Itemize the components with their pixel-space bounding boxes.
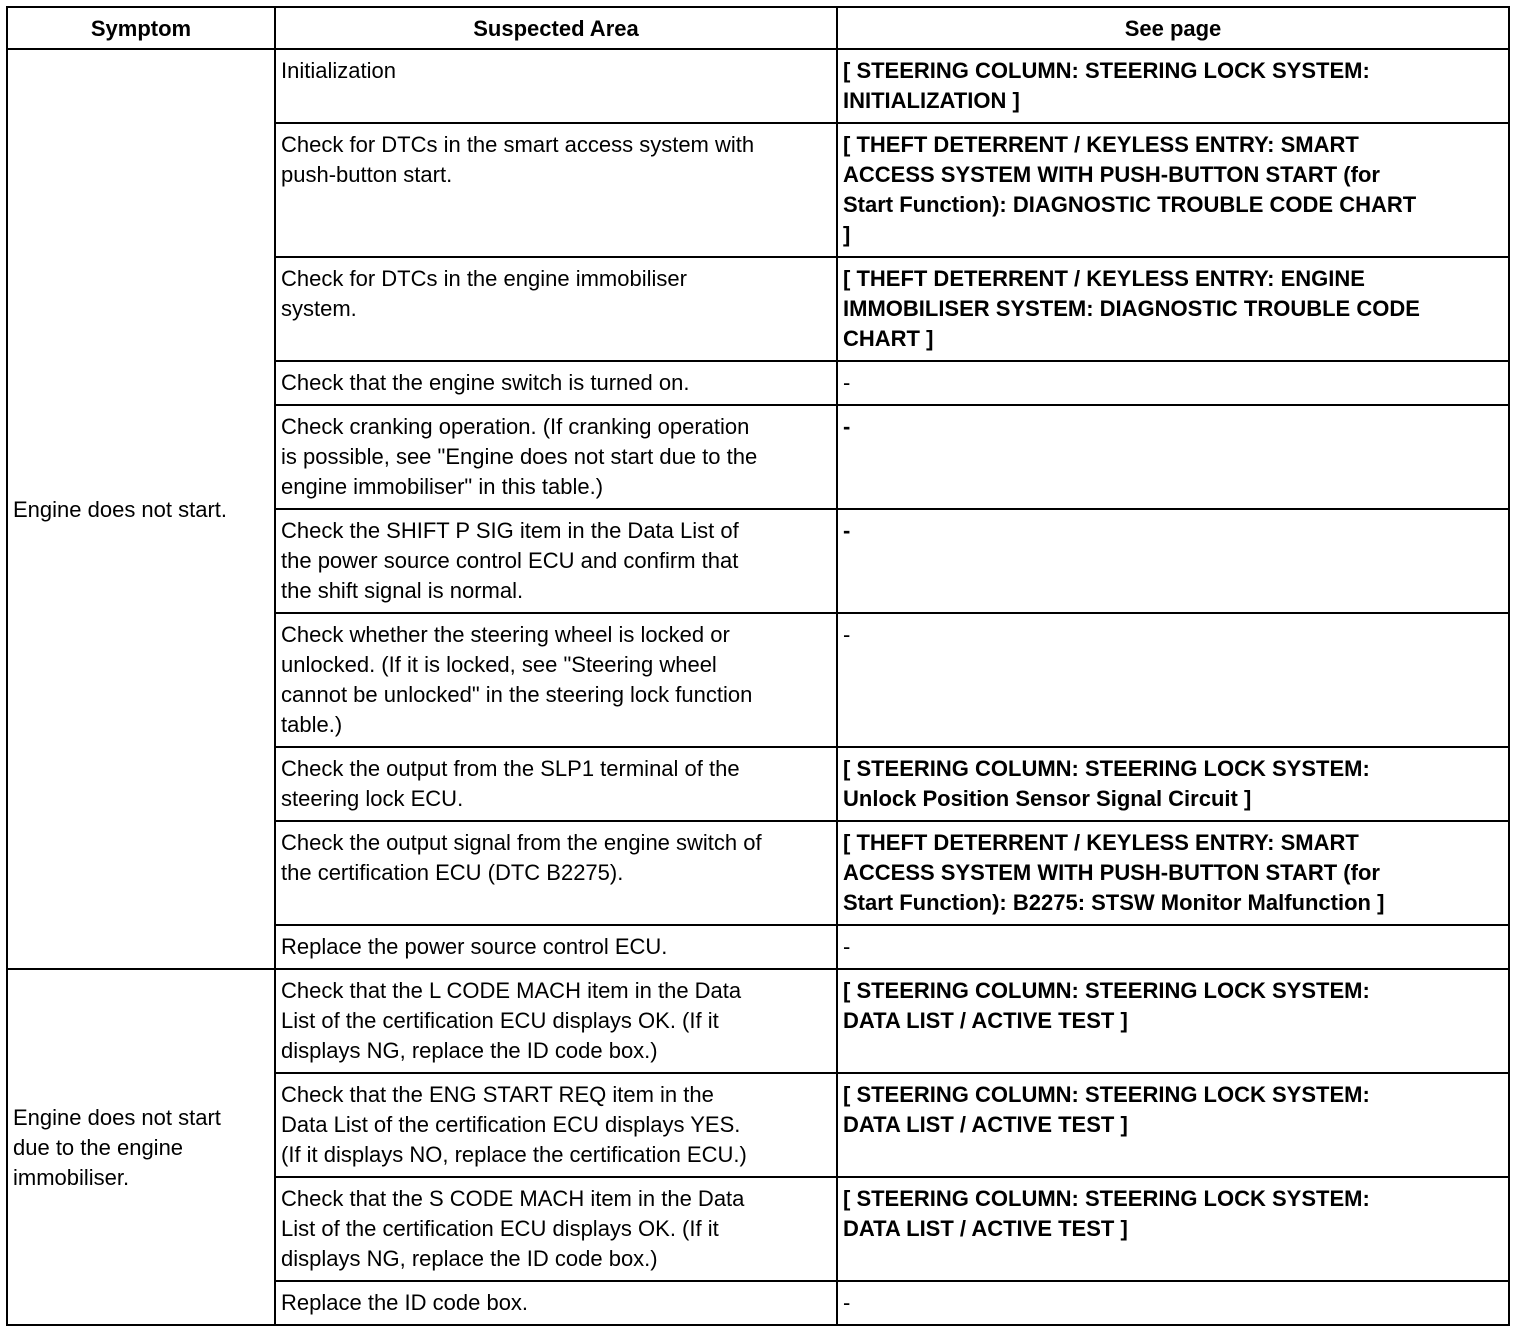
symptom-cell: Engine does not start. xyxy=(7,49,275,969)
suspected-area-cell: Check that the engine switch is turned on. xyxy=(275,361,837,405)
see-page-cell: - xyxy=(837,925,1509,969)
see-page-cell: [ STEERING COLUMN: STEERING LOCK SYSTEM: DATA LIST / ACTIVE TEST ] xyxy=(837,1177,1509,1281)
header-see-page: See page xyxy=(837,7,1509,49)
see-page-cell: [ THEFT DETERRENT / KEYLESS ENTRY: SMART ACCESS SYSTEM WITH PUSH-BUTTON START (for Start Function): B2275: STSW Monitor Malfunction ] xyxy=(837,821,1509,925)
suspected-area-cell: Replace the power source control ECU. xyxy=(275,925,837,969)
see-page-cell: - xyxy=(837,361,1509,405)
suspected-area-cell: Check that the L CODE MACH item in the Data List of the certification ECU displays OK. (If it displays NG, replace the ID code box.) xyxy=(275,969,837,1073)
suspected-area-cell: Check cranking operation. (If cranking operation is possible, see "Engine does not start due to the engine immobiliser" in this table.) xyxy=(275,405,837,509)
see-page-cell: [ THEFT DETERRENT / KEYLESS ENTRY: SMART ACCESS SYSTEM WITH PUSH-BUTTON START (for Start Function): DIAGNOSTIC TROUBLE CODE CHART ] xyxy=(837,123,1509,257)
see-page-cell: - xyxy=(837,613,1509,747)
see-page-cell: [ STEERING COLUMN: STEERING LOCK SYSTEM: DATA LIST / ACTIVE TEST ] xyxy=(837,969,1509,1073)
header-suspected-area: Suspected Area xyxy=(275,7,837,49)
see-page-cell: - xyxy=(837,405,1509,509)
header-symptom: Symptom xyxy=(7,7,275,49)
symptom-cell: Engine does not start due to the engine immobiliser. xyxy=(7,969,275,1325)
suspected-area-cell: Check the output signal from the engine switch of the certification ECU (DTC B2275). xyxy=(275,821,837,925)
header-row xyxy=(7,7,1509,49)
suspected-area-cell: Check the output from the SLP1 terminal of the steering lock ECU. xyxy=(275,747,837,821)
see-page-cell: - xyxy=(837,509,1509,613)
suspected-area-cell: Initialization xyxy=(275,49,837,123)
see-page-cell: [ THEFT DETERRENT / KEYLESS ENTRY: ENGINE IMMOBILISER SYSTEM: DIAGNOSTIC TROUBLE CODE CHART ] xyxy=(837,257,1509,361)
see-page-cell: [ STEERING COLUMN: STEERING LOCK SYSTEM: INITIALIZATION ] xyxy=(837,49,1509,123)
see-page-cell: [ STEERING COLUMN: STEERING LOCK SYSTEM: Unlock Position Sensor Signal Circuit ] xyxy=(837,747,1509,821)
table-row xyxy=(7,49,1509,123)
suspected-area-cell: Check that the ENG START REQ item in the Data List of the certification ECU displays YES. (If it displays NO, replace the certification ECU.) xyxy=(275,1073,837,1177)
suspected-area-cell: Check that the S CODE MACH item in the Data List of the certification ECU displays OK. (If it displays NG, replace the ID code box.) xyxy=(275,1177,837,1281)
suspected-area-cell: Check for DTCs in the engine immobiliser system. xyxy=(275,257,837,361)
suspected-area-cell: Check whether the steering wheel is locked or unlocked. (If it is locked, see "Steering wheel cannot be unlocked" in the steering lock function table.) xyxy=(275,613,837,747)
problem-symptoms-table xyxy=(6,6,1510,1326)
see-page-cell: [ STEERING COLUMN: STEERING LOCK SYSTEM: DATA LIST / ACTIVE TEST ] xyxy=(837,1073,1509,1177)
suspected-area-cell: Replace the ID code box. xyxy=(275,1281,837,1325)
suspected-area-cell: Check for DTCs in the smart access system with push-button start. xyxy=(275,123,837,257)
table-row xyxy=(7,969,1509,1073)
suspected-area-cell: Check the SHIFT P SIG item in the Data List of the power source control ECU and confirm that the shift signal is normal. xyxy=(275,509,837,613)
see-page-cell: - xyxy=(837,1281,1509,1325)
